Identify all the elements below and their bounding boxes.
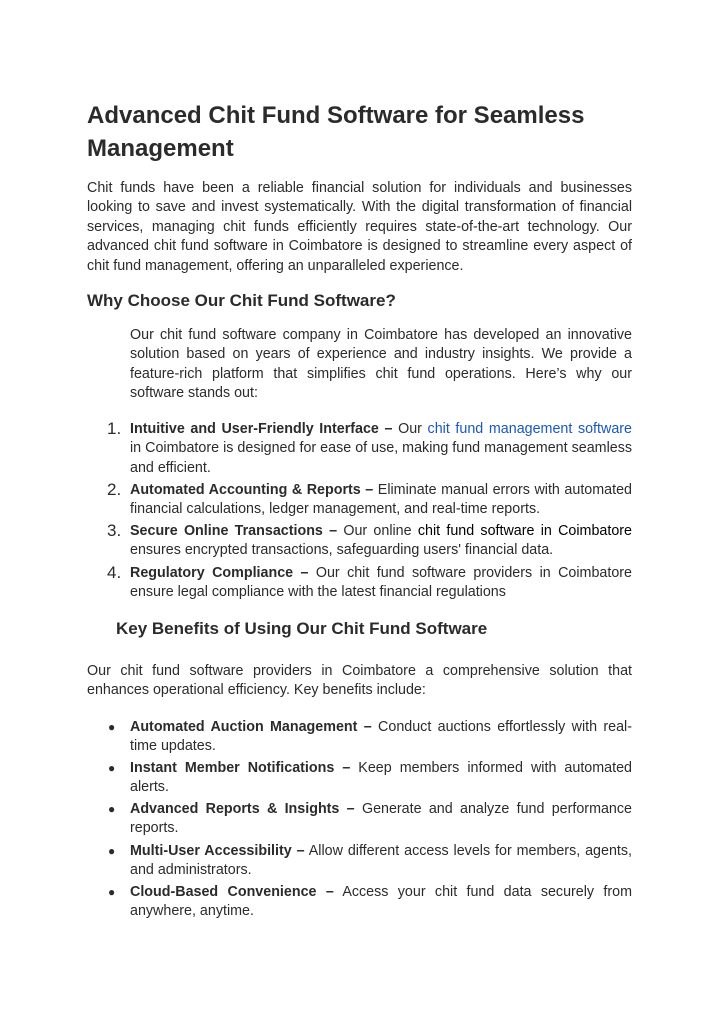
list-item xyxy=(108,842,633,881)
section1-heading-block xyxy=(87,290,632,312)
section2-heading-block xyxy=(116,618,636,640)
chit-fund-management-software-link[interactable]: chit fund management software xyxy=(427,421,632,437)
list-item xyxy=(107,563,632,603)
bullet-icon: ● xyxy=(108,844,116,858)
section1-heading: Why Choose Our Chit Fund Software? xyxy=(87,291,396,310)
section1-paragraph: Our chit fund software company in Coimbatore has developed an innovative solution based on years of experience and industry insights. We provide a feature-rich platform that simplifies chit fund operations. Here’s why our software stands out: xyxy=(130,327,632,402)
intro-paragraph: Chit funds have been a reliable financial solution for individuals and businesses looking to save and invest systematically. With the digital transformation of financial services, managing chit funds efficiently requires state-of-the-art technology. Our advanced chit fund software in Coimbatore is designed to streamline every aspect of chit fund management, offering an unparalleled experience. xyxy=(87,180,632,274)
item-bold-label: Secure Online Transactions – xyxy=(130,523,338,539)
bullet-icon: ● xyxy=(108,885,116,899)
bullet-icon: ● xyxy=(108,761,116,775)
item-text: Our online xyxy=(337,523,418,539)
section2-heading: Key Benefits of Using Our Chit Fund Software xyxy=(116,619,488,638)
item-bold-label: Automated Accounting & Reports – xyxy=(130,482,374,498)
list-item xyxy=(108,759,632,798)
item-text: Conduct auctions effortlessly with real-time updates. xyxy=(130,719,632,755)
list-item xyxy=(107,419,632,478)
list-item xyxy=(108,718,632,757)
item-bold-label: Instant Member Notifications – xyxy=(130,760,351,776)
item-text: in Coimbatore is designed for ease of use, making fund management seamless and efficient. xyxy=(130,440,632,476)
list-item xyxy=(108,800,632,839)
bullet-icon: ● xyxy=(108,720,116,734)
item-bold-label: Advanced Reports & Insights – xyxy=(130,801,355,817)
section1-paragraph-block xyxy=(130,326,632,404)
item-text: Keep members informed with automated alerts. xyxy=(130,760,632,796)
list-item xyxy=(107,521,632,561)
item-text: Our xyxy=(392,421,428,437)
item-text: Access your chit fund data securely from anywhere, anytime. xyxy=(130,884,632,920)
list-item xyxy=(108,883,632,922)
item-text: Our chit fund software providers in Coimbatore ensure legal compliance with the latest financial regulations xyxy=(130,565,632,601)
list-item xyxy=(107,480,632,520)
item-text: Generate and analyze fund performance reports. xyxy=(130,801,632,837)
bullet-icon: ● xyxy=(108,802,116,816)
item-text: Eliminate manual errors with automated financial calculations, ledger management, and real-time reports. xyxy=(130,482,632,518)
list-number: 4. xyxy=(107,563,122,582)
item-bold-label: Intuitive and User-Friendly Interface – xyxy=(130,421,393,437)
section2-paragraph: Our chit fund software providers in Coimbatore a comprehensive solution that enhances operational efficiency. Key benefits include: xyxy=(87,663,632,699)
item-bold-label: Cloud-Based Convenience – xyxy=(130,884,334,900)
item-bold-label: Automated Auction Management – xyxy=(130,719,372,735)
item-bold-label: Regulatory Compliance – xyxy=(130,565,309,581)
item-bold-label: Multi-User Accessibility – xyxy=(130,843,305,859)
item-text: ensures encrypted transactions, safeguarding users' financial data. xyxy=(130,542,554,559)
section2-paragraph-block xyxy=(87,662,632,701)
item-text: Allow different access levels for members, agents, and administrators. xyxy=(130,843,633,879)
intro-block xyxy=(87,179,632,276)
page-title: Advanced Chit Fund Software for Seamless Management xyxy=(87,102,585,162)
list-number: 2. xyxy=(107,480,122,499)
chit-fund-software-link[interactable]: chit fund software in Coimbatore xyxy=(417,523,632,539)
title-block xyxy=(87,99,632,165)
list-number: 1. xyxy=(107,419,122,438)
list-number: 3. xyxy=(107,521,122,540)
